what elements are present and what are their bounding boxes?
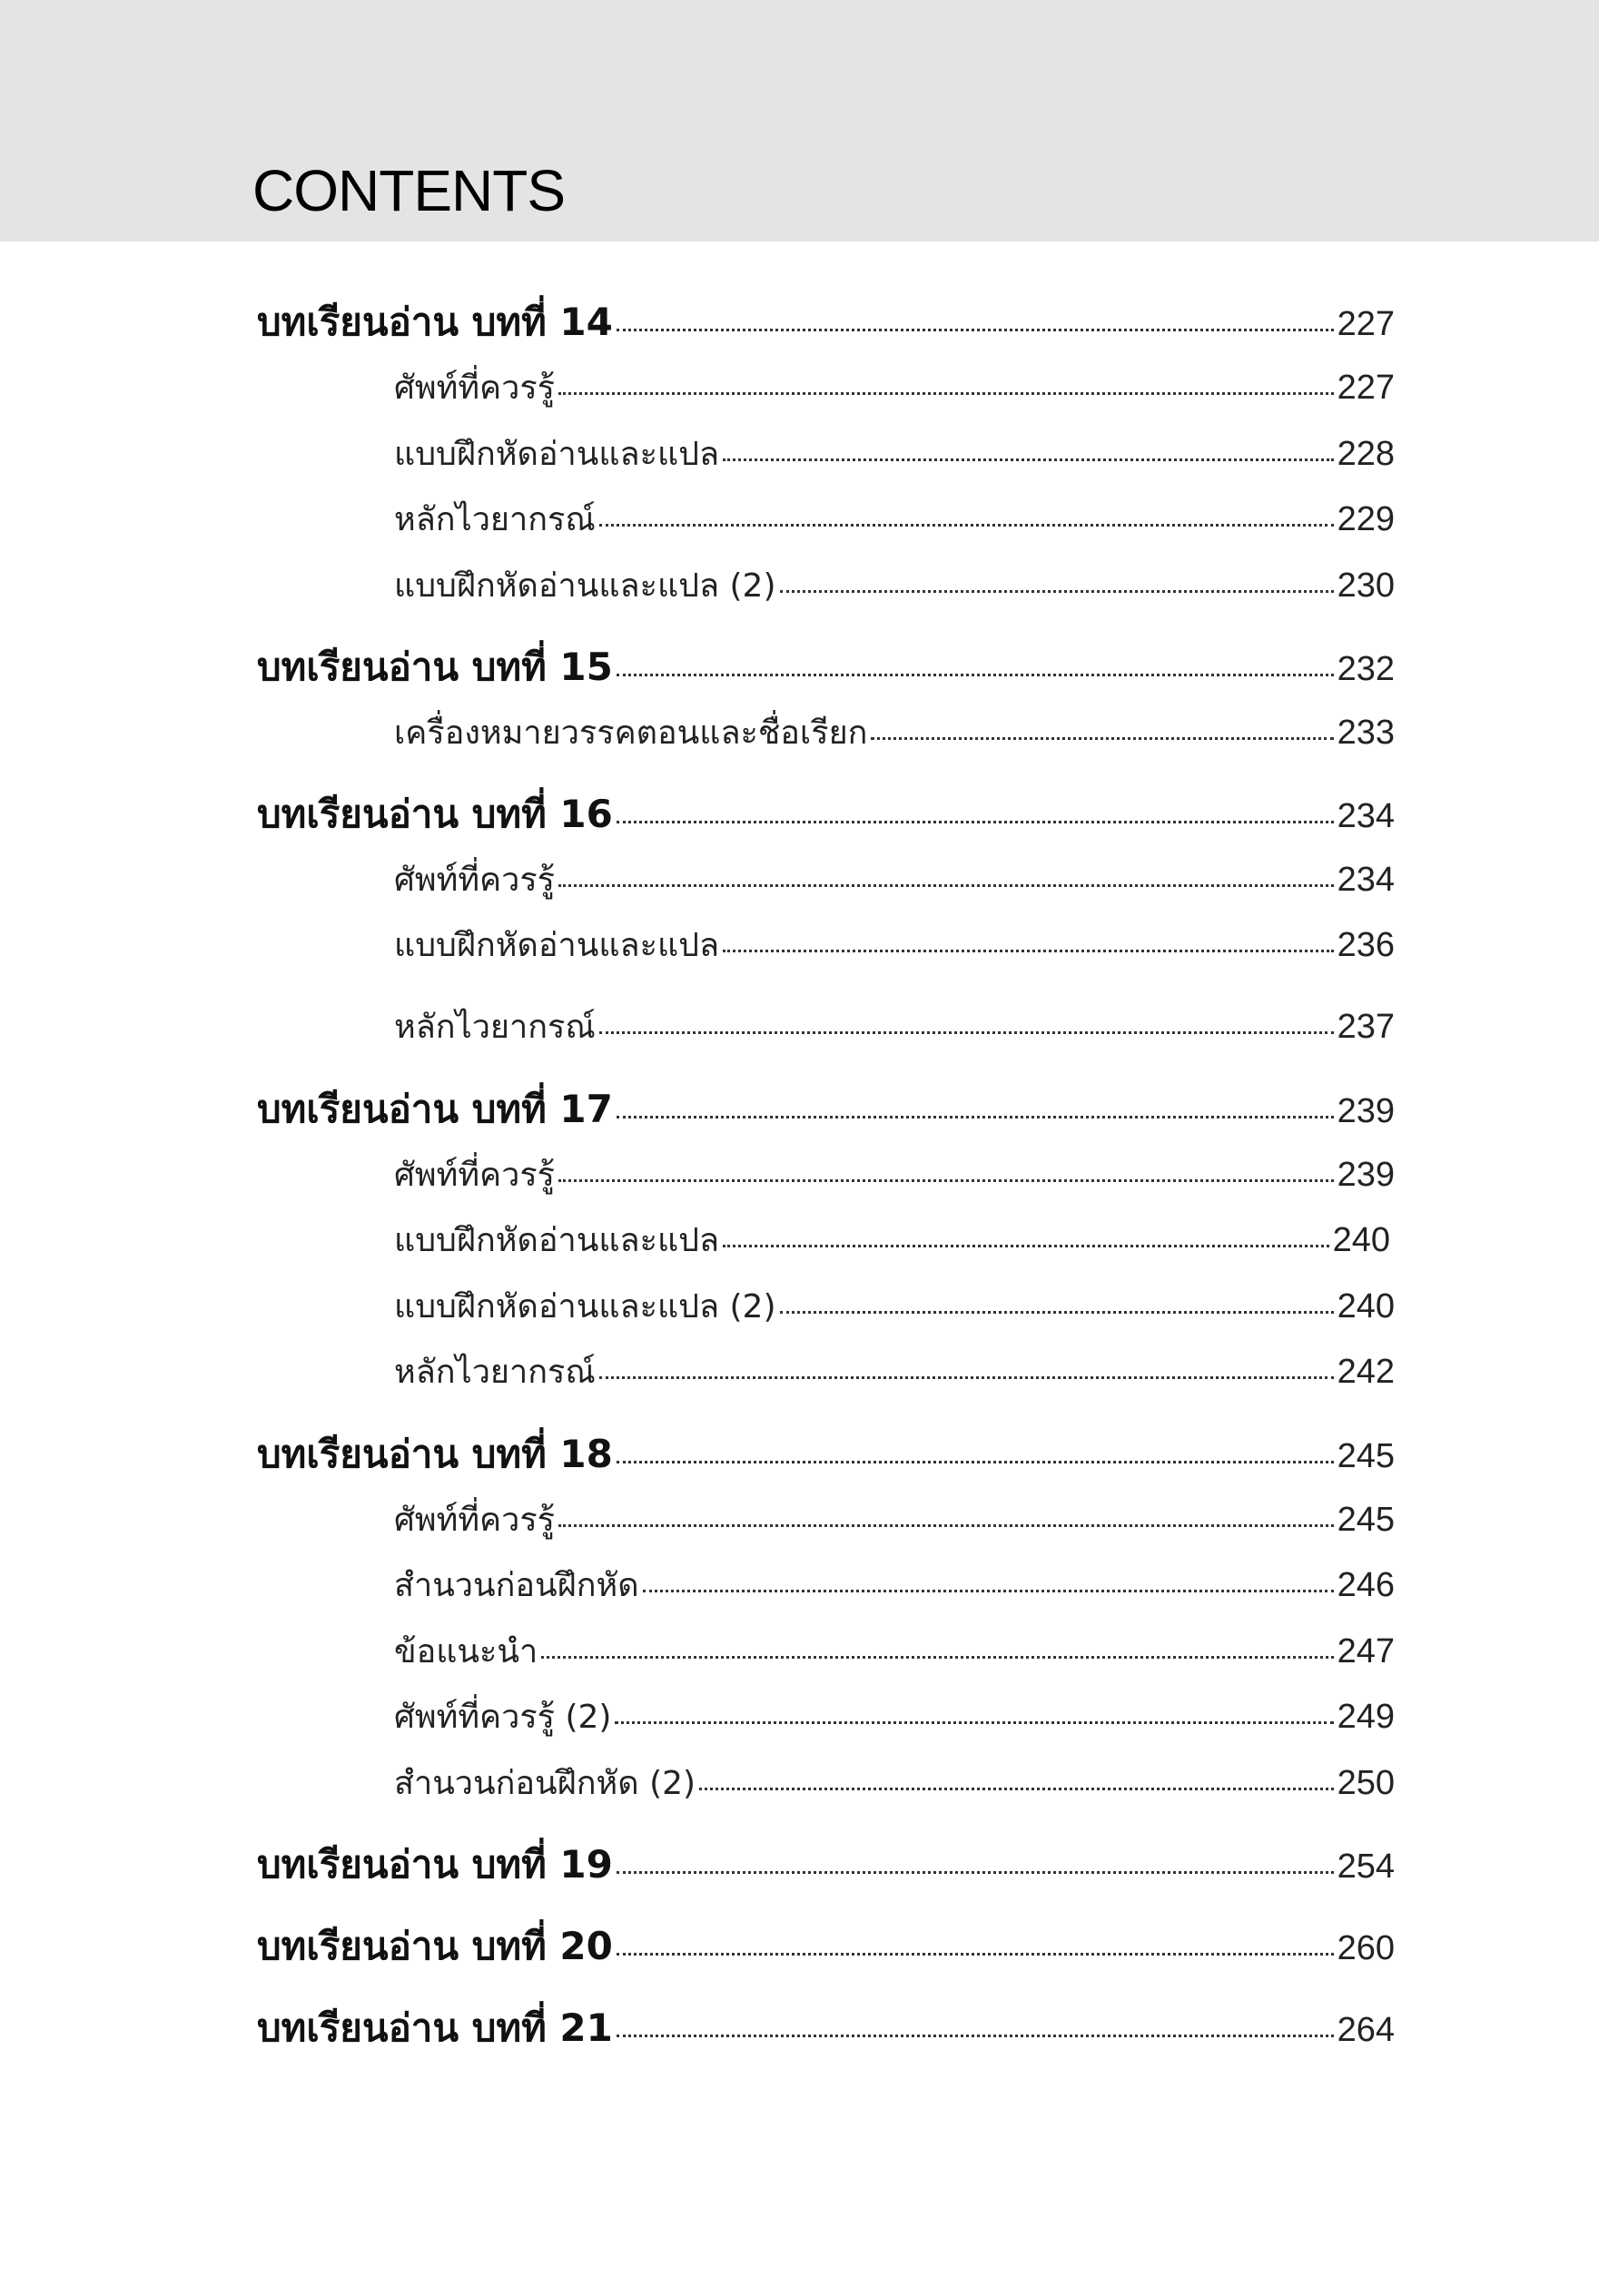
toc-section[interactable] (394, 1757, 1395, 1809)
toc-chapter-15[interactable] (257, 637, 1395, 695)
toc-section[interactable] (394, 1000, 1395, 1053)
dot-leader (617, 329, 1334, 331)
toc-page-number: 233 (1337, 714, 1395, 752)
toc-entry-title: หลักไวยากรณ์ (394, 1354, 596, 1391)
toc-page-number: 246 (1337, 1566, 1395, 1604)
dot-leader (617, 1871, 1334, 1874)
toc-page-number: 232 (1337, 650, 1395, 688)
toc-entry-title: สำนวนก่อนฝึกหัด (394, 1567, 639, 1604)
toc-page-number: 247 (1337, 1632, 1395, 1670)
toc-entry-title: บทเรียนอ่าน บทที่ 15 (257, 645, 613, 689)
toc-page-number: 239 (1337, 1092, 1395, 1130)
dot-leader (617, 1461, 1334, 1463)
dot-leader (558, 1524, 1334, 1527)
dot-leader (599, 1031, 1334, 1034)
toc-page-number: 234 (1337, 797, 1395, 835)
toc-entry-title: บทเรียนอ่าน บทที่ 14 (257, 300, 613, 344)
dot-leader (599, 1376, 1334, 1379)
toc-section[interactable] (394, 428, 1395, 480)
dot-leader (617, 821, 1334, 823)
toc-chapter-16[interactable] (257, 784, 1395, 843)
toc-page-number: 234 (1337, 861, 1395, 899)
dot-leader (699, 1788, 1334, 1790)
toc-section[interactable] (394, 1625, 1395, 1678)
toc-entry-title: ศัพท์ที่ควรรู้ (394, 862, 556, 899)
toc-section[interactable] (394, 1493, 1395, 1546)
toc-page-number: 228 (1337, 435, 1395, 473)
dot-leader (643, 1590, 1334, 1592)
toc-section[interactable] (394, 559, 1395, 612)
toc-section[interactable] (394, 1214, 1390, 1266)
toc-entry-title: หลักไวยากรณ์ (394, 1009, 596, 1046)
toc-entry-title: แบบฝึกหัดอ่านและแปล (394, 436, 720, 473)
toc-entry-title: ศัพท์ที่ควรรู้ (2) (394, 1699, 612, 1736)
toc-entry-title: บทเรียนอ่าน บทที่ 19 (257, 1842, 613, 1887)
toc-page-number: 250 (1337, 1764, 1395, 1802)
toc-entry-title: ข้อแนะนำ (394, 1633, 538, 1670)
toc-section[interactable] (394, 919, 1395, 971)
dot-leader (617, 2035, 1334, 2037)
dot-leader (723, 1245, 1329, 1247)
toc-entry-title: ศัพท์ที่ควรรู้ (394, 370, 556, 407)
toc-section[interactable] (394, 1345, 1395, 1398)
page-title: CONTENTS (252, 158, 565, 223)
toc-entry-title: แบบฝึกหัดอ่านและแปล (2) (394, 1288, 776, 1325)
toc-page-number: 264 (1337, 2011, 1395, 2049)
toc-section[interactable] (394, 1690, 1395, 1743)
toc-entry-title: สำนวนก่อนฝึกหัด (2) (394, 1765, 696, 1802)
toc-entry-title: เครื่องหมายวรรคตอนและชื่อเรียก (394, 714, 868, 752)
toc-entry-title: ศัพท์ที่ควรรู้ (394, 1157, 556, 1194)
dot-leader (780, 1311, 1334, 1314)
toc-page-number: 230 (1337, 567, 1395, 605)
toc-page-number: 227 (1337, 369, 1395, 407)
dot-leader (723, 950, 1334, 952)
toc-section[interactable] (394, 361, 1395, 414)
toc-entry-title: แบบฝึกหัดอ่านและแปล (394, 1222, 720, 1259)
toc-section[interactable] (394, 1148, 1395, 1201)
toc-entry-title: หลักไวยากรณ์ (394, 501, 596, 538)
toc-page-number: 260 (1337, 1929, 1395, 1967)
toc-entry-title: บทเรียนอ่าน บทที่ 17 (257, 1087, 613, 1131)
dot-leader (871, 737, 1333, 740)
toc-section[interactable] (394, 853, 1395, 906)
toc-page-number: 242 (1337, 1353, 1395, 1391)
toc-page-number: 249 (1337, 1698, 1395, 1736)
dot-leader (541, 1656, 1333, 1659)
toc-chapter-20[interactable] (257, 1917, 1395, 1975)
toc-section[interactable] (394, 1280, 1395, 1333)
toc-entry-title: แบบฝึกหัดอ่านและแปล (2) (394, 567, 776, 605)
toc-page-number: 227 (1337, 305, 1395, 343)
toc-page-number: 245 (1337, 1501, 1395, 1539)
toc-entry-title: บทเรียนอ่าน บทที่ 21 (257, 2005, 613, 2050)
toc-chapter-21[interactable] (257, 1998, 1395, 2056)
toc-entry-title: แบบฝึกหัดอ่านและแปล (394, 927, 720, 964)
toc-chapter-17[interactable] (257, 1079, 1395, 1138)
toc-page-number: 229 (1337, 500, 1395, 538)
toc-chapter-14[interactable] (257, 292, 1395, 350)
toc-page-number: 240 (1332, 1221, 1390, 1259)
toc-chapter-18[interactable] (257, 1424, 1395, 1483)
toc-section[interactable] (394, 1559, 1395, 1611)
toc-page-number: 240 (1337, 1287, 1395, 1325)
dot-leader (617, 1116, 1334, 1118)
toc-page-number: 239 (1337, 1156, 1395, 1194)
dot-leader (780, 590, 1334, 593)
toc-section[interactable] (394, 493, 1395, 546)
dot-leader (558, 1179, 1334, 1182)
toc-entry-title: บทเรียนอ่าน บทที่ 20 (257, 1924, 613, 1968)
toc-page-number: 237 (1337, 1008, 1395, 1046)
toc-entry-title: บทเรียนอ่าน บทที่ 16 (257, 792, 613, 836)
dot-leader (617, 674, 1334, 676)
toc-page-number: 254 (1337, 1848, 1395, 1886)
dot-leader (599, 524, 1334, 527)
toc-entry-title: บทเรียนอ่าน บทที่ 18 (257, 1432, 613, 1476)
toc-chapter-19[interactable] (257, 1835, 1395, 1893)
dot-leader (615, 1721, 1333, 1724)
dot-leader (723, 458, 1334, 461)
toc-section[interactable] (394, 706, 1395, 759)
dot-leader (617, 1953, 1334, 1956)
dot-leader (558, 392, 1334, 395)
toc-page-number: 236 (1337, 926, 1395, 964)
toc-entry-title: ศัพท์ที่ควรรู้ (394, 1502, 556, 1539)
toc-page-number: 245 (1337, 1437, 1395, 1475)
dot-leader (558, 884, 1334, 887)
